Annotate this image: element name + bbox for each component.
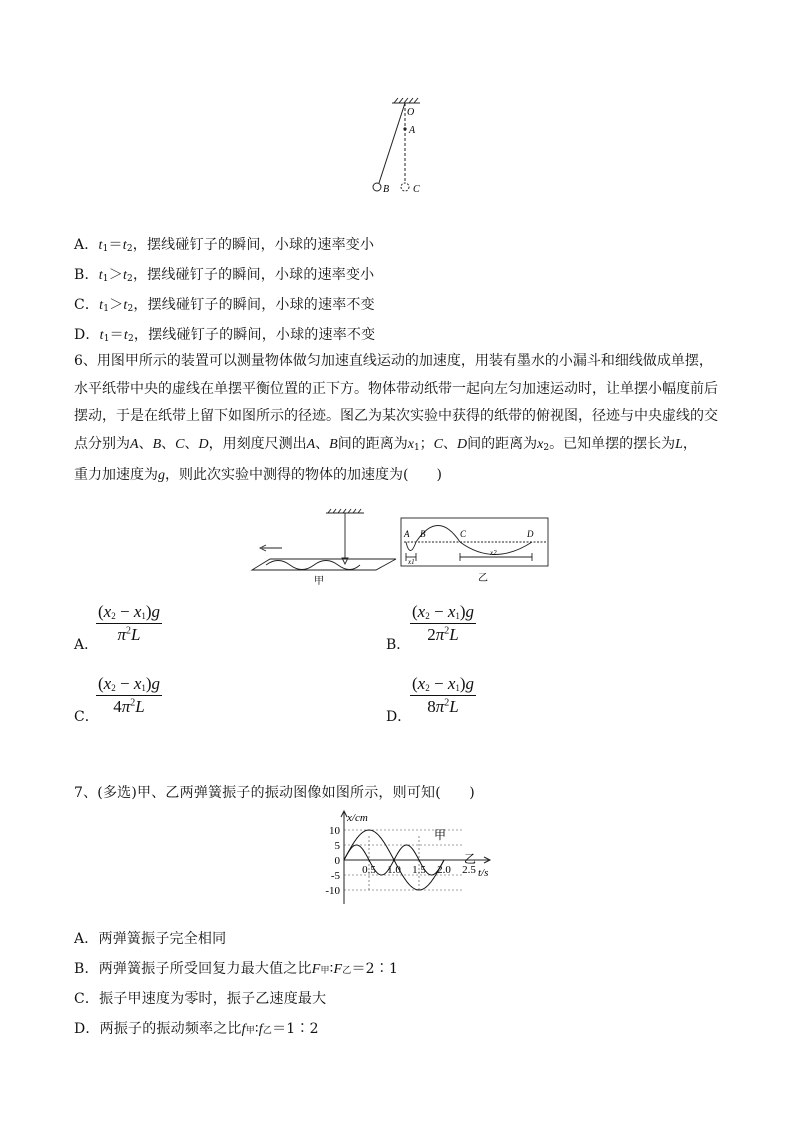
y-axis-label: x/cm (347, 812, 368, 824)
q6-option-a-formula: $\frac{(x_2 - x_1)g}{\pi^2L}$ (98, 602, 161, 644)
y-tick-label: -10 (325, 885, 340, 897)
q6-option-b-formula: $\frac{(x_2 - x_1)g}{2\pi^2L}$ (412, 602, 475, 644)
label-c: C (413, 184, 420, 195)
q6-option-a[interactable]: A． (74, 637, 99, 653)
pendulum-figure (360, 96, 440, 200)
apparatus-figure-jia (248, 508, 398, 590)
vibration-chart (308, 808, 508, 906)
y-tick-label: 0 (334, 855, 340, 867)
label-yi: 乙 (478, 573, 488, 584)
q5-option-d[interactable]: D．$t_1=t_2$，摆线碰钉子的瞬间，小球的速率不变 (74, 327, 376, 344)
q7-option-d[interactable]: D．两振子的振动频率之比f甲∶f乙＝1∶2 (74, 1021, 319, 1037)
label-o: O (407, 107, 415, 118)
x-tick-label: 1.5 (412, 864, 426, 876)
label-x2: x2 (490, 549, 497, 557)
label-a2: A (404, 529, 410, 539)
q7-stem: 7、(多选)甲、乙两弹簧振子的振动图像如图所示，则可知( ) (74, 785, 475, 801)
q6-stem: 6、用图甲所示的装置可以测量物体做匀加速直线运动的加速度，用装有墨水的小漏斗和细线做成单摆， 水平纸带中央的虚线在单摆平衡位置的正下方。物体带动纸带一起向左匀加速运动时，让单摆小幅度前后 摆动，于是在纸带上留下如图所示的径迹。图乙为某次实验中获得的纸带的俯视图，径迹与中央虚线的交 点分别为A、B、C、D，用刻度尺测出A、B间的距离为$x_1$；C、D间的距离为$x_2$。已知单摆的摆长为L， 重力加速度为g，则此次实验中测得的物体的加速度为( ) (74, 353, 718, 484)
x-tick-label: 2.0 (437, 864, 451, 876)
y-tick-label: -5 (330, 870, 340, 882)
label-c2: C (460, 529, 467, 539)
x-tick-label: 1.0 (387, 864, 401, 876)
x-axis-label: t/s (478, 867, 489, 879)
q5-option-b[interactable]: B．$t_1>t_2$，摆线碰钉子的瞬间，小球的速率变小 (74, 267, 375, 284)
y-tick-label: 5 (334, 840, 340, 852)
q6-option-d[interactable]: D． (386, 709, 412, 725)
q6-option-b[interactable]: B． (386, 637, 411, 653)
series-label-yi: 乙 (464, 852, 477, 866)
label-b: B (383, 184, 390, 195)
tape-figure-yi (400, 517, 550, 585)
q5-option-c[interactable]: C．$t_1>t_2$，摆线碰钉子的瞬间，小球的速率不变 (74, 297, 375, 314)
x-tick-label: 0.5 (362, 864, 376, 876)
q6-option-d-formula: $\frac{(x_2 - x_1)g}{8\pi^2L}$ (412, 674, 475, 716)
q6-option-c-formula: $\frac{(x_2 - x_1)g}{4\pi^2L}$ (98, 674, 161, 716)
q7-option-c[interactable]: C．振子甲速度为零时，振子乙速度最大 (74, 991, 327, 1007)
label-b2: B (420, 529, 426, 539)
label-d2: D (527, 529, 534, 539)
q7-option-b[interactable]: B．两弹簧振子所受回复力最大值之比F甲∶F乙＝2∶1 (74, 961, 399, 977)
label-a: A (409, 125, 416, 136)
y-tick-label: 10 (329, 825, 340, 837)
label-jia: 甲 (314, 576, 324, 587)
x-tick-label: 2.5 (462, 864, 476, 876)
q6-option-c[interactable]: C． (74, 709, 99, 725)
label-x1: x1 (408, 558, 415, 566)
series-label-jia: 甲 (434, 828, 447, 842)
q7-option-a[interactable]: A．两弹簧振子完全相同 (74, 931, 227, 947)
q5-option-a[interactable]: A．$t_1=t_2$，摆线碰钉子的瞬间，小球的速率变小 (74, 237, 375, 254)
